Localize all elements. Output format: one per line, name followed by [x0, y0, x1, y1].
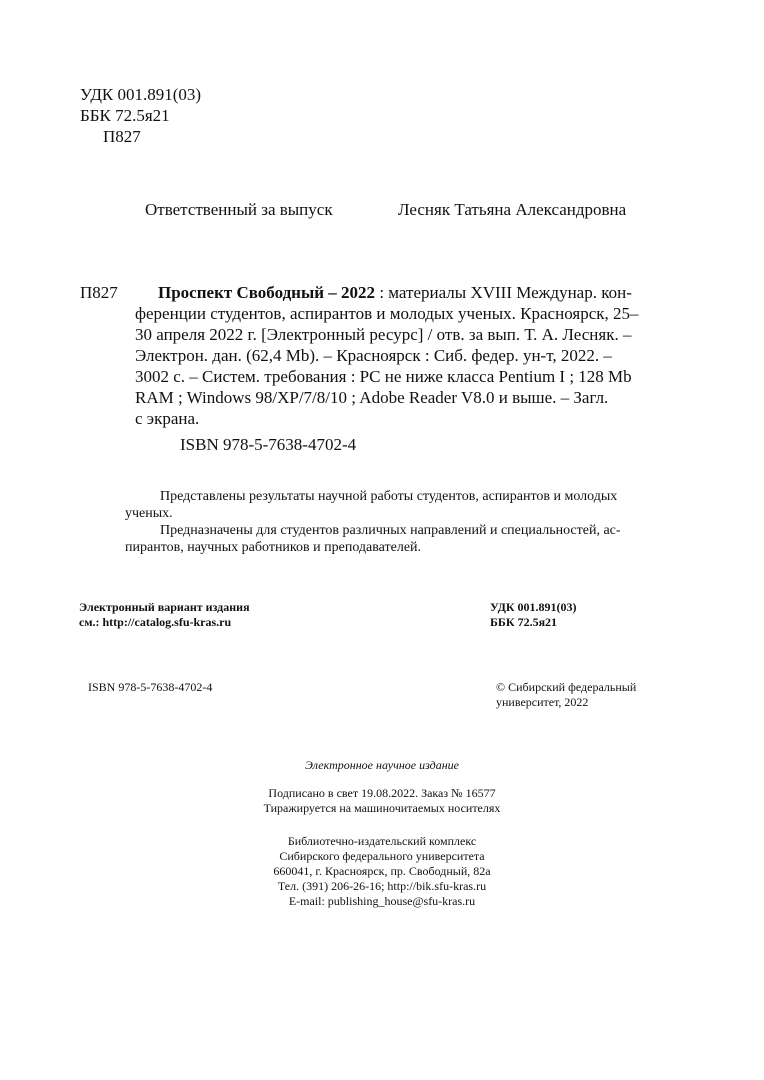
- entry-line-6: с экрана.: [135, 409, 200, 428]
- annotation-p2-line2: пирантов, научных работников и преподавателей.: [125, 540, 422, 555]
- udk-code-bold: УДК 001.891(03): [490, 600, 577, 614]
- bbk-code-bold: ББК 72.5я21: [490, 615, 558, 629]
- publisher-address: 660041, г. Красноярск, пр. Свободный, 82а: [273, 864, 491, 878]
- publisher-line2: Сибирского федерального университета: [279, 849, 485, 863]
- udk-code: УДК 001.891(03): [80, 85, 202, 104]
- publisher-line1: Библиотечно-издательский комплекс: [287, 834, 477, 848]
- bbk-code: ББК 72.5я21: [80, 106, 170, 125]
- publisher-phone: Тел. (391) 206-26-16; http://bik.sfu-kras.ru: [277, 879, 487, 893]
- entry-line-5: RAM ; Windows 98/XP/7/8/10 ; Adobe Reader V8.0 и выше. – Загл.: [135, 388, 609, 407]
- entry-line-2: 30 апреля 2022 г. [Электронный ресурс] / отв. за вып. Т. А. Лесняк. –: [135, 325, 632, 344]
- copyright-line1: © Сибирский федеральный: [496, 680, 637, 694]
- signed-for-publication: Подписано в свет 19.08.2022. Заказ № 16577: [268, 786, 496, 800]
- entry-sign: П827: [80, 283, 118, 302]
- annotation-p1-line1: Представлены результаты научной работы студентов, аспирантов и молодых: [160, 489, 618, 504]
- responsible-name: Лесняк Татьяна Александровна: [398, 200, 627, 219]
- entry-title: Проспект Свободный – 2022: [158, 283, 376, 302]
- electronic-version-link[interactable]: см.: http://catalog.sfu-kras.ru: [79, 615, 232, 629]
- annotation-p2-line1: Предназначены для студентов различных направлений и специальностей, ас-: [160, 523, 621, 538]
- entry-line-0: : материалы XVIII Междунар. кон-: [375, 283, 632, 302]
- author-sign: П827: [103, 127, 141, 146]
- annotation-p1-line2: ученых.: [125, 506, 173, 521]
- publisher-email: E-mail: publishing_house@sfu-kras.ru: [288, 894, 476, 908]
- entry-isbn: ISBN 978-5-7638-4702-4: [180, 435, 357, 454]
- edition-type: Электронное научное издание: [305, 758, 459, 772]
- medium-info: Тиражируется на машиночитаемых носителях: [263, 801, 501, 815]
- responsible-label: Ответственный за выпуск: [145, 200, 333, 219]
- isbn-small: ISBN 978-5-7638-4702-4: [88, 680, 213, 694]
- entry-line-4: 3002 с. – Систем. требования : PC не ниже класса Pentium I ; 128 Mb: [135, 367, 632, 386]
- entry-line-3: Электрон. дан. (62,4 Mb). – Красноярск : Сиб. федер. ун-т, 2022. –: [135, 346, 612, 365]
- electronic-version-label: Электронный вариант издания: [79, 600, 250, 614]
- copyright-line2: университет, 2022: [496, 695, 589, 709]
- entry-first-line: [158, 282, 632, 303]
- entry-line-1: ференции студентов, аспирантов и молодых ученых. Красноярск, 25–: [135, 304, 639, 323]
